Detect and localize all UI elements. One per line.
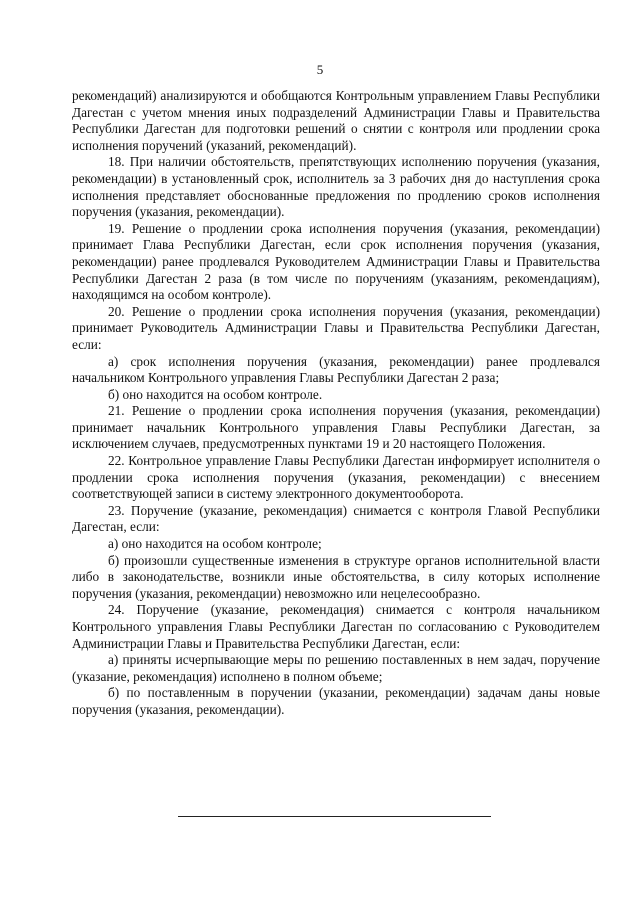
subparagraph-20b: б) оно находится на особом контроле. [108,386,323,402]
paragraph-item-19: 19. Решение о продлении срока исполнения поручения (указания, рекомендации) принимает Глава Республики Дагестан, если срок исполнения поручения (указания, рекомендации) ранее продлевался Руководителем Администрации Главы и Правительства Республики Дагестан 2 раза (в том числе по поручениям (указаниям, рекомендациям), находящимся на особом контроле). [72,220,600,303]
paragraph-item-20: 20. Решение о продлении срока исполнения поручения (указания, рекомендации) принимает Руководитель Администрации Главы и Правительства Республики Дагестан, если: [72,303,600,352]
document-body [72,88,600,719]
paragraph-item-23: 23. Поручение (указание, рекомендация) снимается с контроля Главой Республики Дагестан, если: [72,502,600,535]
paragraph: рекомендаций) анализируются и обобщаются Контрольным управлением Главы Республики Дагестан с учетом мнения иных подразделений Администрации Главы и Правительства Республики Дагестан для подготовки решений о снятии с контроля или продлении срока исполнения поручений (указаний, рекомендаций). [72,88,600,153]
subparagraph-24b: б) по поставленным в поручении (указании, рекомендации) задачам даны новые поручения (указания, рекомендации). [72,685,600,717]
paragraph-item-24: 24. Поручение (указание, рекомендация) снимается с контроля начальником Контрольного управления Главы Республики Дагестан по согласованию с Руководителем Администрации Главы и Правительства Республики Дагестан, если: [72,602,600,651]
paragraph-item-22: 22. Контрольное управление Главы Республики Дагестан информирует исполнителя о продлении срока исполнения поручения (указания, рекомендации) с внесением соответствующей записи в систему электронного документооборота. [72,453,600,502]
closing-divider-line [178,816,491,817]
paragraph-item-21: 21. Решение о продлении срока исполнения поручения (указания, рекомендации) принимает начальник Контрольного управления Главы Республики Дагестан, за исключением случаев, предусмотренных пунктами 19 и 20 настоящего Положения. [72,403,600,452]
page-number: 5 [316,62,324,77]
subparagraph-23b: б) произошли существенные изменения в структуре органов исполнительной власти либо в законодательстве, возникли иные обстоятельства, в силу которых исполнение поручения (указания, рекомендации) невозможно или нецелесообразно. [72,552,600,601]
subparagraph-20a: а) срок исполнения поручения (указания, рекомендации) ранее продлевался начальником Контрольного управления Главы Республики Дагестан 2 раза; [72,353,600,386]
subparagraph-23a: а) оно находится на особом контроле; [108,536,322,552]
subparagraph-24a: а) приняты исчерпывающие меры по решению поставленных в нем задач, поручение (указание, рекомендация) исполнено в полном объеме; [72,652,600,684]
paragraph-item-18: 18. При наличии обстоятельств, препятствующих исполнению поручения (указания, рекомендации) в установленный срок, исполнитель за 3 рабочих дня до наступления срока исполнения представляет обоснованные предложения по продлению сроков исполнения поручения (указания, рекомендации). [72,154,600,220]
